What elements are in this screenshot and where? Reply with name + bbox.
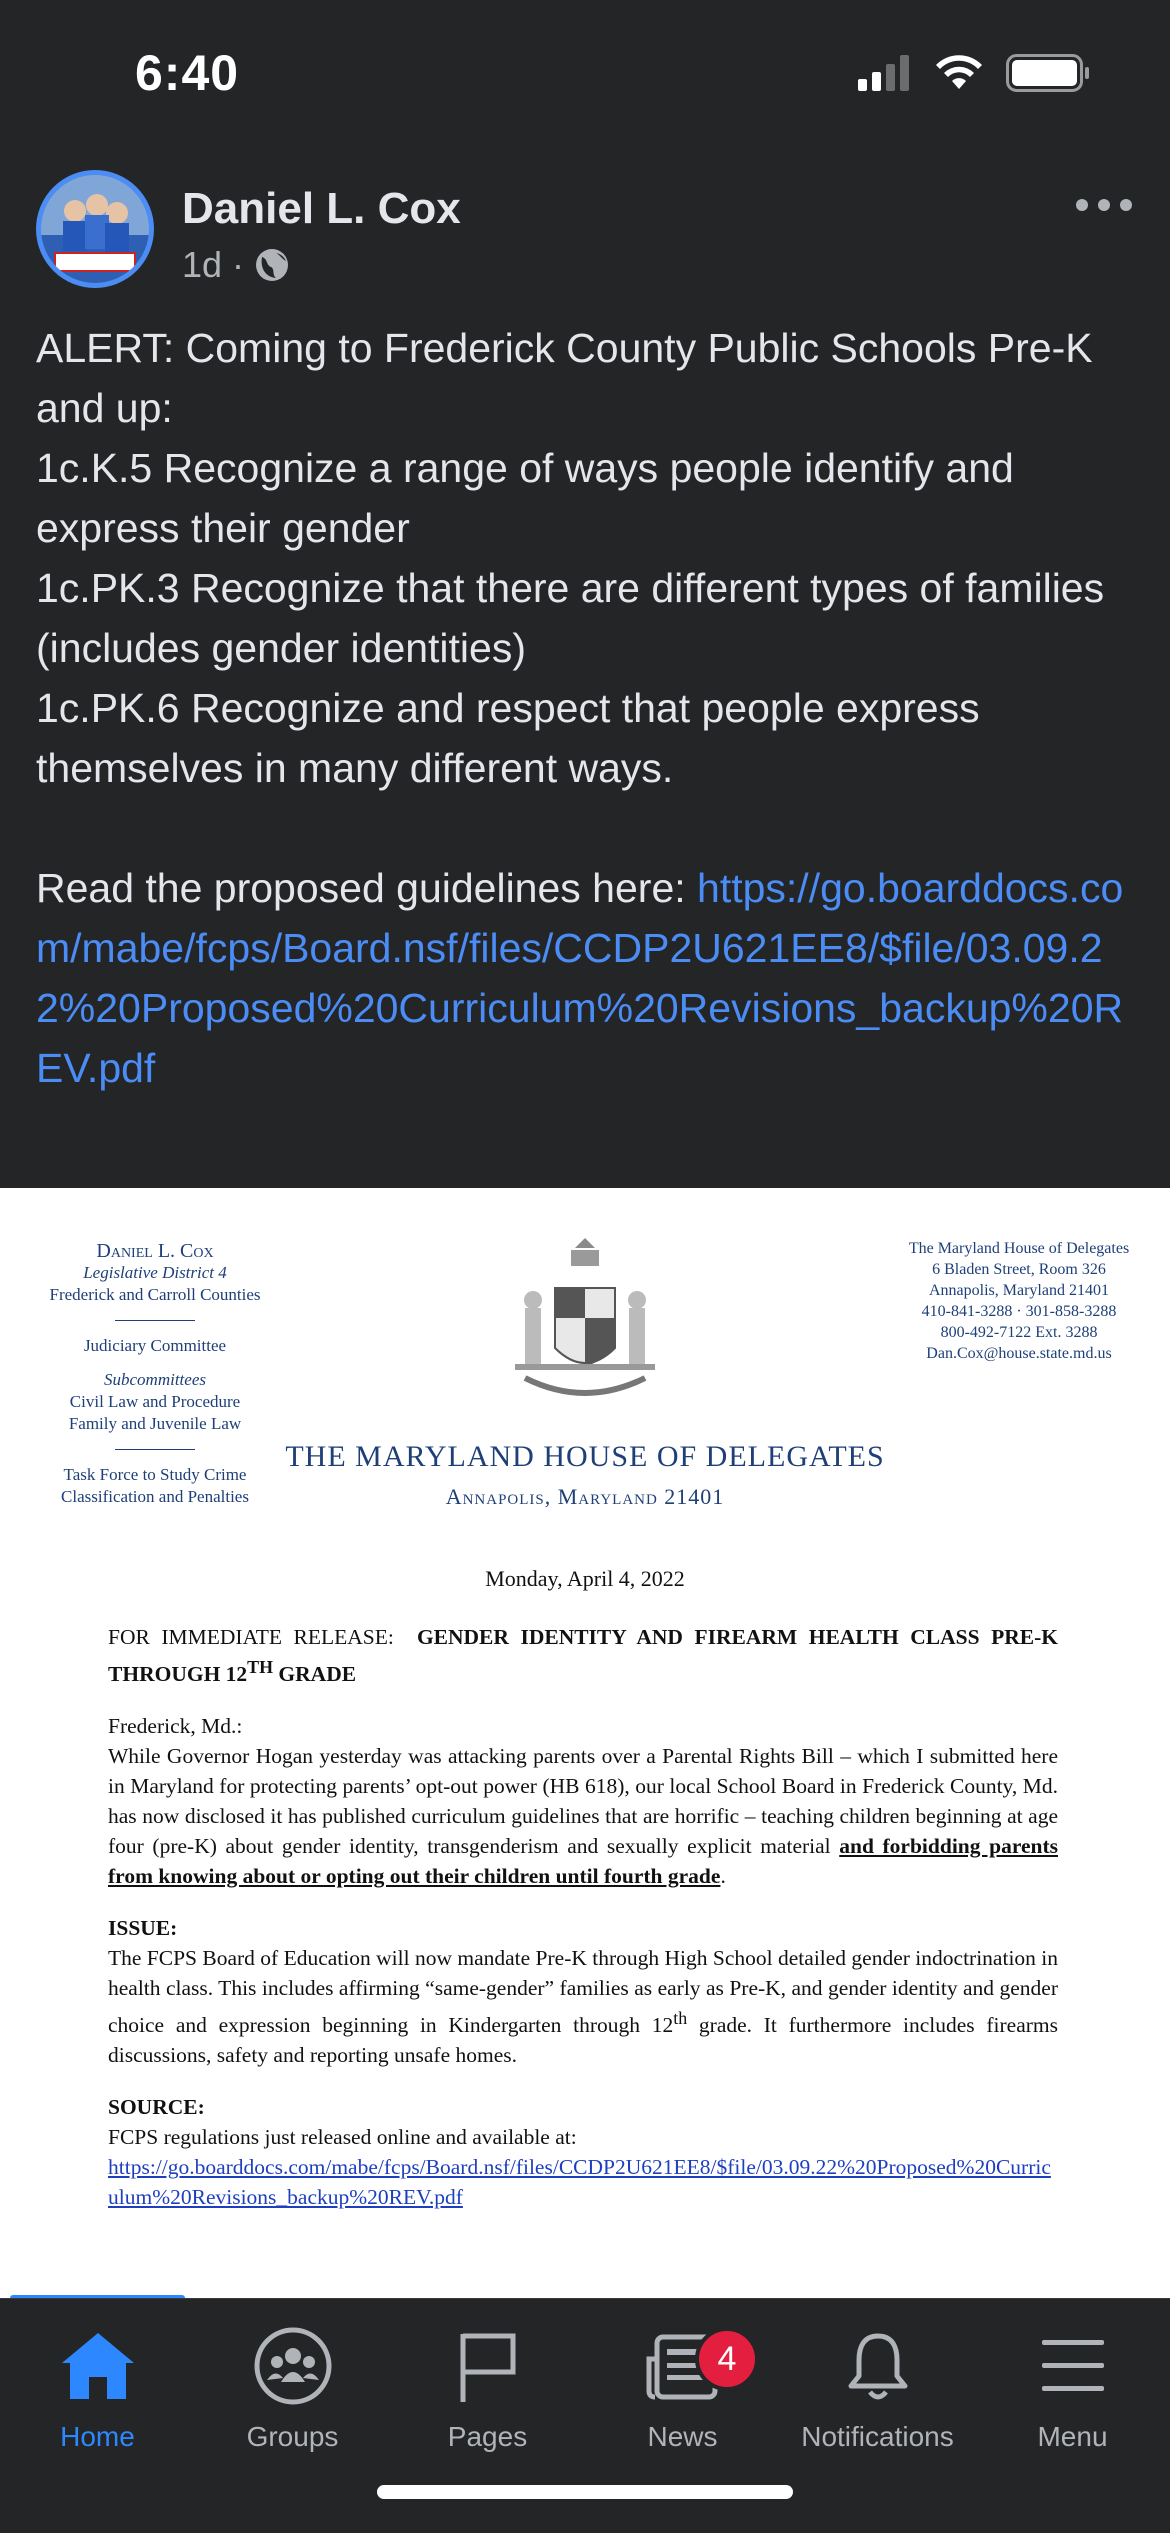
bell-icon — [843, 2328, 913, 2404]
maryland-seal-icon — [505, 1238, 665, 1418]
doc-source-label: SOURCE: — [108, 2095, 205, 2120]
post-read-line — [36, 858, 1146, 1098]
battery-icon — [1006, 54, 1090, 92]
doc-district: Legislative District 4 — [83, 1263, 227, 1282]
tab-home[interactable] — [0, 2321, 195, 2471]
doc-subcommittee-2: Family and Juvenile Law — [68, 1414, 242, 1433]
news-badge: 4 — [695, 2327, 759, 2391]
more-options-icon[interactable] — [1074, 190, 1134, 220]
home-indicator[interactable] — [377, 2485, 793, 2499]
tab-menu-label: Menu — [1037, 2421, 1108, 2452]
flag-icon — [453, 2328, 523, 2404]
doc-delegate-name: Daniel L. Cox — [96, 1240, 214, 1262]
doc-source-text: FCPS regulations just released online and available at: — [108, 2125, 577, 2150]
doc-office: The Maryland House of Delegates — [908, 1240, 1130, 1257]
status-time: 6:40 — [135, 45, 240, 101]
doc-dateline: Frederick, Md.: — [108, 1714, 243, 1739]
tab-pages[interactable] — [390, 2321, 585, 2471]
doc-counties: Frederick and Carroll Counties — [49, 1285, 261, 1304]
post-line-4: 1c.PK.6 Recognize and respect that people express themselves in many different ways. — [36, 685, 980, 791]
post-line-1: ALERT: Coming to Frederick County Public Schools Pre-K and up: — [36, 325, 1093, 431]
tab-home-label: Home — [60, 2421, 135, 2452]
doc-committee: Judiciary Committee — [83, 1336, 227, 1355]
doc-release-label: FOR IMMEDIATE RELEASE: — [108, 1625, 394, 1649]
doc-release-grade: GRADE — [278, 1662, 357, 1687]
doc-street: 6 Bladen Street, Room 326 — [932, 1261, 1106, 1278]
tab-notifications-label: Notifications — [801, 2421, 954, 2452]
tab-news-label: News — [647, 2421, 718, 2452]
doc-phone-1: 410-841-3288 · 301-858-3288 — [921, 1303, 1117, 1320]
doc-para-1 — [108, 1711, 1058, 1891]
post-time[interactable]: 1d — [182, 244, 223, 285]
doc-email: Dan.Cox@house.state.md.us — [926, 1345, 1112, 1362]
doc-para-1-text: While Governor Hogan yesterday was attacking parents over a Parental Rights Bill – which I submitted here in Maryland for protecting parents’ opt-out power (HB 618), our local School Board in Frederick County, Md. has now disclosed it has published curriculum guidelines that are horrific – teaching children beginning at age four (pre-K) about gender identity, transgenderism and sexually explicit material — [108, 1744, 1058, 1859]
tab-groups[interactable] — [195, 2321, 390, 2471]
doc-para-1-end: . — [720, 1864, 726, 1889]
doc-house-title: THE MARYLAND HOUSE OF DELEGATES — [285, 1440, 885, 1473]
globe-icon — [254, 247, 290, 283]
doc-issue-text: The FCPS Board of Education will now mandate Pre-K through High School detailed gender indoctrination in health class. This includes affirming “same-gender” families as early as Pre-K, and gender identity and gender choice and expression beginning in Kindergarten through 12 — [108, 1946, 1059, 2038]
post-meta — [182, 244, 290, 286]
doc-subcommittees-label: Subcommittees — [104, 1370, 206, 1389]
author-avatar[interactable] — [36, 170, 154, 288]
tab-news[interactable] — [585, 2321, 780, 2471]
groups-icon — [253, 2326, 333, 2406]
tab-pages-label: Pages — [447, 2421, 528, 2452]
post-line-3: 1c.PK.3 Recognize that there are different types of families (includes gender identities) — [36, 565, 1105, 671]
post-header — [36, 170, 1134, 300]
status-bar — [0, 0, 1170, 150]
post-text — [36, 318, 1146, 1098]
doc-body — [108, 1622, 1058, 2234]
doc-release-title: GENDER IDENTITY AND FIREARM HEALTH CLASS PRE-K THROUGH 12 — [108, 1625, 1059, 1687]
doc-letterhead-right — [894, 1238, 1144, 1364]
doc-release-heading — [108, 1622, 1058, 1689]
post-line-2: 1c.K.5 Recognize a range of ways people identify and express their gender — [36, 445, 1014, 551]
doc-house-city: Annapolis, Maryland 21401 — [445, 1484, 725, 1509]
doc-subcommittee-1: Civil Law and Procedure — [69, 1392, 241, 1411]
doc-source-link[interactable]: https://go.boarddocs.com/mabe/fcps/Board.nsf/files/CCDP2U621EE8/$file/03.09.22%20Proposed%20Curriculum%20Revisions_backup%20REV.pdf — [108, 2155, 1051, 2210]
tab-notifications[interactable] — [780, 2321, 975, 2471]
doc-issue-end: grade. It furthermore includes firearms discussions, safety and reporting unsafe homes. — [108, 2013, 1058, 2068]
tab-menu[interactable] — [975, 2321, 1170, 2471]
doc-task-force: Task Force to Study Crime Classification and Penalties — [61, 1465, 249, 1506]
meta-separator: · — [232, 244, 245, 285]
guidelines-link[interactable]: https://go.boarddocs.com/mabe/fcps/Board.nsf/files/CCDP2U621EE8/$file/03.09.22%20Proposed%20Curriculum%20Revisions_backup%20REV.pdf — [36, 865, 1124, 1091]
hamburger-menu-icon — [1038, 2336, 1108, 2396]
doc-date: Monday, April 4, 2022 — [485, 1566, 685, 1591]
doc-issue — [108, 1913, 1058, 2070]
press-release-image[interactable] — [0, 1188, 1170, 2298]
wifi-icon — [934, 55, 984, 91]
status-icons — [858, 54, 1090, 92]
doc-para-1-bold: and forbidding parents from knowing about or opting out their children until fourth grade — [108, 1834, 1058, 1889]
doc-phone-2: 800-492-7122 Ext. 3288 — [940, 1324, 1098, 1341]
cellular-signal-icon — [858, 55, 912, 91]
tab-groups-label: Groups — [246, 2421, 339, 2452]
doc-source — [108, 2092, 1058, 2212]
doc-office-city: Annapolis, Maryland 21401 — [929, 1282, 1109, 1299]
author-name[interactable]: Daniel L. Cox — [182, 184, 461, 233]
doc-issue-label: ISSUE: — [108, 1916, 178, 1941]
doc-release-sup: TH — [247, 1657, 274, 1677]
read-prefix: Read the proposed guidelines here: — [36, 865, 698, 911]
home-icon — [60, 2331, 136, 2401]
doc-issue-sup: th — [673, 2008, 688, 2029]
